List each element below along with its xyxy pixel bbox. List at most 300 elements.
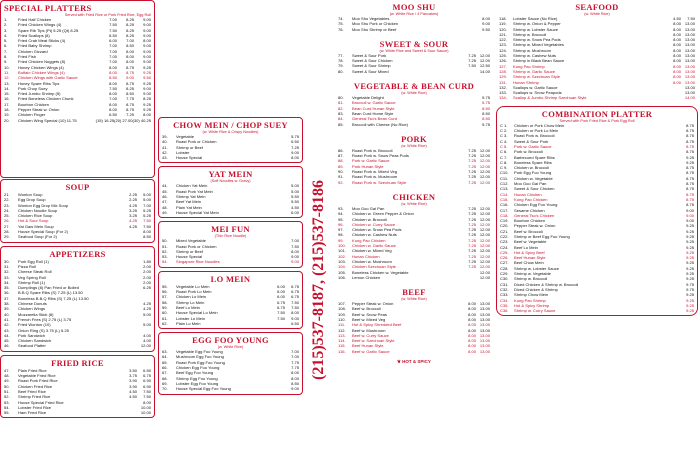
item-name: Chicken or Pork Lo Mein: [514, 128, 559, 134]
item-code: C19.: [500, 218, 509, 224]
item-name: Fried Crab Meat Sticks (4): [18, 38, 66, 44]
item-price: 7.50: [143, 218, 151, 224]
menu-item: [338, 122, 490, 127]
item-price: 7.25: [468, 169, 476, 175]
item-name: Bean Curd Home Style: [352, 110, 394, 116]
item-code: 15.: [4, 91, 10, 97]
item-code: 5.: [4, 38, 8, 44]
item-price: 7.50: [109, 27, 117, 33]
item-price: 13.00: [479, 322, 490, 328]
item-price: 8.00: [468, 343, 476, 349]
item-code: 41.: [162, 144, 168, 150]
item-price: 9.25: [686, 308, 694, 314]
item-name: Shrimp Lo Mein: [176, 299, 205, 305]
item-name: Mixed Vegetable: [176, 238, 206, 244]
item-code: 119.: [499, 21, 507, 27]
item-code: 69.: [162, 380, 168, 386]
chicken-sub: (w. White Rice): [401, 201, 427, 206]
item-price: 9.25: [143, 69, 151, 75]
item-code: 22.: [4, 197, 10, 203]
item-code: 19.: [4, 112, 10, 118]
item-code: 105.: [338, 269, 346, 275]
item-code: C15.: [500, 196, 509, 202]
item-price: 3.90: [129, 378, 137, 384]
item-price: 7.25: [468, 211, 476, 217]
item-price: 8.75: [686, 128, 694, 134]
item-price: 9.00: [143, 27, 151, 33]
item-price: 8.00: [291, 155, 299, 161]
item-name: Chicken Fried Rice: [18, 383, 53, 389]
item-price: 8.00: [291, 310, 299, 316]
menu-item: [338, 27, 490, 32]
item-code: C34.: [500, 297, 509, 303]
item-price: 7.50: [109, 85, 117, 91]
item-price: 5.75: [291, 134, 299, 139]
item-price: 6.75: [291, 294, 299, 300]
item-price: 12.00: [479, 258, 490, 264]
phone-number-text: (215)537-8187, (215)537-8186: [310, 180, 327, 380]
item-name: Beef Egg Foo Young: [176, 370, 214, 376]
item-code: 100.: [338, 243, 346, 249]
item-name: House Special Egg Foo Young: [176, 386, 231, 392]
item-price: 13.00: [479, 332, 490, 338]
item-name: Wonton Egg Drop Mix Soup: [18, 202, 69, 208]
item-code: 110.: [338, 316, 346, 322]
item-code: 116.: [338, 348, 346, 354]
item-name: Roast Pork Fried Rice: [18, 378, 58, 384]
item-code: C33.: [500, 292, 509, 298]
item-code: 80.: [338, 68, 344, 74]
item-code: 80.: [338, 95, 344, 101]
item-price: 4.25: [129, 202, 137, 208]
item-code: 49.: [4, 378, 10, 384]
item-price: 5.50: [291, 199, 299, 205]
item-code: 124.: [499, 47, 507, 53]
item-price: 12.00: [479, 243, 490, 249]
item-code: 21.: [4, 192, 10, 197]
item-price: 4.00: [143, 332, 151, 338]
item-price: 1.80: [143, 258, 151, 264]
item-name: Roast Pork or Chicken: [176, 139, 217, 145]
item-name: Chicken w. Curry Sauce: [352, 221, 396, 227]
item-name: Beef w. Mushroom: [352, 327, 386, 333]
item-name: Shrimp w. Szechuan Style: [513, 74, 561, 80]
item-price: 8.25: [126, 22, 134, 28]
item-name: Shrimp w. Mixed Vegetables: [513, 42, 564, 48]
item-price: 7.00: [109, 48, 117, 54]
item-price: 8.00: [468, 348, 476, 354]
item-price: 9.00: [143, 22, 151, 28]
yat-mein-title: YAT MEIN: [208, 169, 253, 180]
item-price: 7.75: [126, 96, 134, 102]
item-code: 38.: [4, 301, 10, 307]
item-price: 8.00: [673, 74, 681, 80]
item-price: 7.25: [468, 253, 476, 259]
item-price: 8.00: [482, 16, 490, 21]
item-name: Kung Pao Chicken: [514, 196, 548, 202]
item-price: 8.75: [126, 80, 134, 86]
item-price: 8.75: [686, 186, 694, 192]
item-price: 5.75: [482, 100, 490, 106]
item-price: 5.75: [482, 121, 490, 127]
item-name: Lobster Lo Mein: [176, 315, 206, 321]
chow-mein-title: CHOW MEIN / CHOP SUEY: [173, 120, 288, 130]
phone-number: [303, 55, 331, 385]
item-price: 2.00: [143, 263, 151, 269]
item-name: Diced Chicken & Shrimp: [514, 286, 558, 292]
item-code: C 6.: [500, 149, 508, 155]
item-code: 133.: [499, 90, 507, 96]
item-name: Lemon Chicken: [352, 274, 381, 280]
item-price: 7.50: [277, 310, 285, 316]
seafood-sub: (w. White Rice): [584, 12, 610, 16]
item-name: Plain Yat Mein: [176, 204, 202, 210]
item-name: Fried Boneless Chicken Chunk: [18, 96, 74, 102]
item-name: Shrimp w. Garlic Sauce: [513, 68, 556, 74]
item-name: Singapore Rice Noodles: [176, 259, 220, 265]
item-price: 13.00: [684, 31, 695, 37]
item-price: 7.00: [109, 54, 117, 60]
item-code: 14.: [4, 85, 10, 91]
item-code: 93.: [338, 205, 344, 211]
item-code: 109.: [338, 311, 346, 317]
item-name: Broccoli with Cheese (No Rice): [352, 121, 409, 127]
item-code: 61.: [162, 315, 168, 321]
item-code: 28.: [4, 229, 10, 235]
item-price: 13.00: [684, 53, 695, 59]
item-name: Pork Sandwich: [18, 332, 45, 338]
menu-item: [162, 386, 299, 391]
item-name: Lobster Fried Rice: [18, 404, 52, 410]
item-code: 2.: [4, 22, 8, 28]
item-price: 8.50: [126, 91, 134, 97]
item-price: 12.00: [479, 253, 490, 259]
item-price: 8.25: [126, 32, 134, 38]
item-price: 8.75: [686, 202, 694, 208]
item-code: 79.: [338, 63, 344, 69]
item-name: Chicken w. Vegetable: [514, 175, 553, 181]
chow-mein-section: [158, 117, 303, 163]
item-price: 9.25: [686, 228, 694, 234]
menu-item: [338, 69, 490, 74]
combo-title: COMBINATION PLATTER: [541, 108, 653, 119]
item-price: 9.00: [143, 48, 151, 54]
item-name: Sweet & Sour Chicken: [352, 58, 393, 64]
item-price: 12.00: [479, 264, 490, 270]
item-price: 6.50: [109, 112, 117, 118]
item-price: 9.25: [686, 302, 694, 308]
item-code: 16.: [4, 96, 10, 102]
item-code: 6.: [4, 43, 8, 49]
item-price: 5.25: [143, 207, 151, 213]
item-name: House Special: [176, 254, 203, 260]
item-name: Shrimp Yat Mein: [176, 194, 206, 200]
item-name: Sweet & Sour Pork: [514, 138, 549, 144]
item-name: Bourbon Chicken: [18, 101, 50, 107]
item-price: 8.00: [143, 112, 151, 118]
item-name: Beef Hunan Style: [514, 255, 546, 261]
item-name: Hot & Spicy Shredded Beef: [352, 322, 402, 328]
item-code: 31.: [4, 263, 10, 269]
item-price: 2.00: [143, 279, 151, 285]
item-name: Chicken Sandwich: [18, 338, 52, 344]
item-name: Shrimp w. Vegetable: [514, 271, 551, 277]
item-price: 12.50: [479, 63, 490, 69]
item-name: Hunan Chicken: [514, 191, 542, 197]
item-code: 52.: [4, 394, 10, 400]
item-name: Boneless Spare Ribs: [514, 159, 552, 165]
item-name: Beef Chow Mein: [514, 260, 544, 266]
item-price: 8.50: [482, 116, 490, 122]
item-price: 7.50: [468, 63, 476, 69]
column-4: [496, 0, 698, 457]
item-price: 9.25: [143, 101, 151, 107]
item-code: 42.: [4, 322, 10, 328]
item-code: 1.: [4, 17, 8, 22]
item-code: C 9.: [500, 165, 508, 171]
mei-fun-title: MEI FUN: [211, 224, 250, 235]
item-code: 85.: [338, 121, 344, 127]
item-code: 74.: [338, 16, 344, 21]
item-code: 102.: [338, 253, 346, 259]
item-name: Bourbon Chicken: [514, 218, 546, 224]
item-code: C11.: [500, 175, 509, 181]
item-price: 7.00: [109, 59, 117, 65]
item-name: Beef Yat Mein: [176, 199, 202, 205]
item-name: Moo Shu Shrimp or Beef: [352, 26, 397, 32]
item-price: 8.00: [673, 37, 681, 43]
item-name: B.B.Q Spare Ribs (S) 7.25 (L) 13.50: [18, 290, 83, 296]
item-code: 76.: [338, 26, 344, 32]
item-price: 4.25: [143, 306, 151, 312]
item-code: 9.: [4, 59, 8, 65]
item-price: 7.00: [291, 354, 299, 360]
item-price: 4.25: [129, 218, 137, 224]
item-price: 9.25: [686, 276, 694, 282]
item-code: C17.: [500, 207, 509, 213]
chicken-section: [335, 190, 493, 282]
item-price: 13.00: [684, 90, 695, 96]
item-code: 66.: [162, 365, 168, 371]
item-name: Sweet & Sour Chicken: [514, 186, 555, 192]
item-name: Onion Ring (S) 3.75 (L) 5.25: [18, 327, 69, 333]
item-price: 6.00: [277, 283, 285, 289]
item-price: 9.25: [686, 265, 694, 271]
item-price: 3.25: [129, 213, 137, 219]
item-code: 57.: [162, 294, 168, 300]
item-name: Seafood Soup (For 2): [18, 234, 57, 240]
item-code: 127.: [499, 63, 507, 69]
item-name: Wonton Soup: [18, 192, 43, 197]
item-price: 8.00: [468, 306, 476, 312]
item-price: 8.00: [143, 399, 151, 405]
item-price: 13.00: [684, 21, 695, 27]
item-code: 129.: [499, 74, 507, 80]
item-name: Buffalo Chicken Wings (4): [18, 69, 65, 75]
item-price: 7.50: [143, 223, 151, 229]
item-price: 4.50: [129, 394, 137, 400]
item-name: Sweet & Sour Shrimp: [352, 63, 391, 69]
item-code: C 2.: [500, 128, 508, 134]
item-price: 7.00: [109, 96, 117, 102]
lo-mein-title: LO MEIN: [210, 273, 251, 284]
item-price: 8.75: [686, 138, 694, 144]
item-price: 7.25: [468, 258, 476, 264]
item-code: 122.: [499, 37, 507, 43]
item-code: 94.: [338, 211, 344, 217]
item-name: Fried Jumbo Shrimp (5): [18, 91, 61, 97]
item-price: 8.00: [673, 31, 681, 37]
item-code: C28.: [500, 265, 509, 271]
item-price: 7.25: [291, 144, 299, 150]
yat-mein-sub: (Soft Noodles w. Gravy): [210, 179, 251, 184]
item-name: Chicken w. Green Pepper & Onion: [352, 211, 414, 217]
item-price: 7.50: [109, 22, 117, 28]
item-price: 9.50: [143, 75, 151, 81]
item-name: House Special Yat Mein: [176, 209, 219, 215]
item-price: 9.25: [686, 223, 694, 229]
item-name: Shrimp w. Onion & Pepper: [513, 21, 561, 27]
item-name: Shrimp w. Snow Pea Pods: [513, 37, 561, 43]
item-name: Veg Spring Roll: [18, 274, 46, 280]
item-price: 4.00: [143, 338, 151, 344]
chow-mein-sub: (w. White Rice & Crispy Noodles): [202, 130, 259, 134]
item-price: 8.75: [686, 196, 694, 202]
item-price: 6.50: [291, 320, 299, 326]
item-price: 8.00: [673, 79, 681, 85]
item-price: 7.25: [468, 216, 476, 222]
item-name: Shrimp Egg Foo Young: [176, 375, 218, 381]
item-price: 8.75: [686, 133, 694, 139]
item-price: 8.00: [468, 301, 476, 307]
menu-item: [162, 321, 299, 326]
menu-item: [338, 275, 490, 280]
item-price: 7.00: [143, 202, 151, 208]
item-price: 8.00: [126, 54, 134, 60]
item-name: Spare Rib Tips (Pt) 5.25 (Qt) 8.25: [18, 27, 79, 33]
item-code: 86.: [338, 147, 344, 153]
item-price: 13.00: [479, 327, 490, 333]
item-price: 9.00: [126, 75, 134, 81]
item-price: 8.00: [143, 38, 151, 44]
item-name: Chicken w. Snow Pea Pods: [352, 227, 402, 233]
item-price: 6.00: [291, 209, 299, 215]
item-price: 13.00: [684, 84, 695, 90]
item-price: 13.00: [684, 74, 695, 80]
item-code: 43.: [4, 327, 10, 333]
item-price: 9.00: [686, 218, 694, 224]
item-code: 65.: [162, 359, 168, 365]
item-name: Hot & Spicy Shrimp: [514, 302, 550, 308]
item-price: 7.25: [468, 237, 476, 243]
item-name: Shrimp Roll (1): [18, 279, 45, 285]
veg-bean-curd-sub: (w. White Rice): [401, 91, 427, 96]
item-name: Pork w. Broccoli: [514, 149, 543, 155]
item-price: 6.90: [143, 383, 151, 389]
menu-item: [4, 118, 151, 123]
item-price: 8.00: [109, 107, 117, 113]
item-price: 2.00: [143, 269, 151, 275]
item-price: 8.75: [686, 191, 694, 197]
item-price: 4.25: [129, 223, 137, 229]
item-code: 78.: [338, 58, 344, 64]
item-code: 75.: [338, 21, 344, 27]
beef-section: [335, 285, 493, 356]
item-price: 5.00: [143, 322, 151, 328]
item-name: Roast Pork w. Broccoli: [352, 147, 393, 153]
item-code: C25.: [500, 249, 509, 255]
item-price: 8.00: [468, 332, 476, 338]
item-code: 99.: [338, 237, 344, 243]
chicken-title: CHICKEN: [392, 191, 436, 202]
item-price: 3.75: [129, 373, 137, 379]
item-code: 44.: [4, 332, 10, 338]
item-code: C31.: [500, 281, 509, 287]
chili-icon: ❦: [397, 359, 403, 365]
item-name: Pork Hunan Style: [352, 163, 384, 169]
fried-rice-title: FRIED RICE: [51, 357, 104, 368]
yat-mein-section: [158, 166, 303, 218]
item-code: C23.: [500, 239, 509, 245]
item-code: 45.: [4, 338, 10, 344]
item-price: 2.25: [129, 197, 137, 203]
item-name: Shrimp w. Lobster Sauce: [513, 26, 558, 32]
item-name: Hot & Sour Soup: [18, 218, 49, 224]
item-price: 8.50: [482, 110, 490, 116]
item-code: 67.: [162, 370, 168, 376]
hot-spicy-legend: [335, 359, 493, 365]
item-price: 6.00: [277, 294, 285, 300]
item-name: Pork Egg Roll (1): [18, 258, 49, 264]
item-price: 13.00: [684, 37, 695, 43]
item-name: Moo Shu Vegetables: [352, 16, 390, 21]
item-price: 13.00: [479, 311, 490, 317]
item-name: Lobster Egg Foo Young: [176, 380, 219, 386]
item-price: 5.50: [291, 194, 299, 200]
item-price: 7.50: [291, 299, 299, 305]
item-price: 8.00: [126, 48, 134, 54]
item-price: 6.50: [291, 139, 299, 145]
item-price: 12.00: [479, 205, 490, 211]
item-name: Chicken or Pork Chow Mein: [514, 122, 565, 128]
item-name: General Tso's Bean Curd: [352, 116, 398, 122]
item-code: 108.: [338, 306, 346, 312]
item-price: 13.00: [479, 316, 490, 322]
item-code: 132.: [499, 84, 507, 90]
item-price: 12.00: [479, 174, 490, 180]
item-price: 5.00: [143, 311, 151, 317]
item-price: 9.25: [686, 297, 694, 303]
item-code: 47.: [162, 199, 168, 205]
item-name: Fried Chicken Wings (4): [18, 22, 62, 28]
item-code: 112.: [338, 327, 346, 333]
item-price: 7.00: [291, 349, 299, 355]
sweet-sour-sub: (w. White Rice and Sweet & Sour Sauce): [379, 48, 449, 53]
item-price: 14.00: [684, 95, 695, 101]
item-price: 3.90: [129, 383, 137, 389]
item-code: 77.: [338, 52, 344, 58]
item-name: Sweet & Sour Pork: [352, 52, 387, 58]
item-price: 8.00: [291, 248, 299, 254]
item-code: 121.: [499, 31, 507, 37]
item-name: Mushroom Egg Foo Young: [176, 354, 224, 360]
item-price: 8.75: [126, 64, 134, 70]
item-price: 5.00: [291, 183, 299, 189]
item-code: 97.: [338, 227, 344, 233]
column-1: [0, 0, 155, 457]
item-price: 6.25: [143, 285, 151, 291]
item-price: 12.00: [479, 179, 490, 185]
